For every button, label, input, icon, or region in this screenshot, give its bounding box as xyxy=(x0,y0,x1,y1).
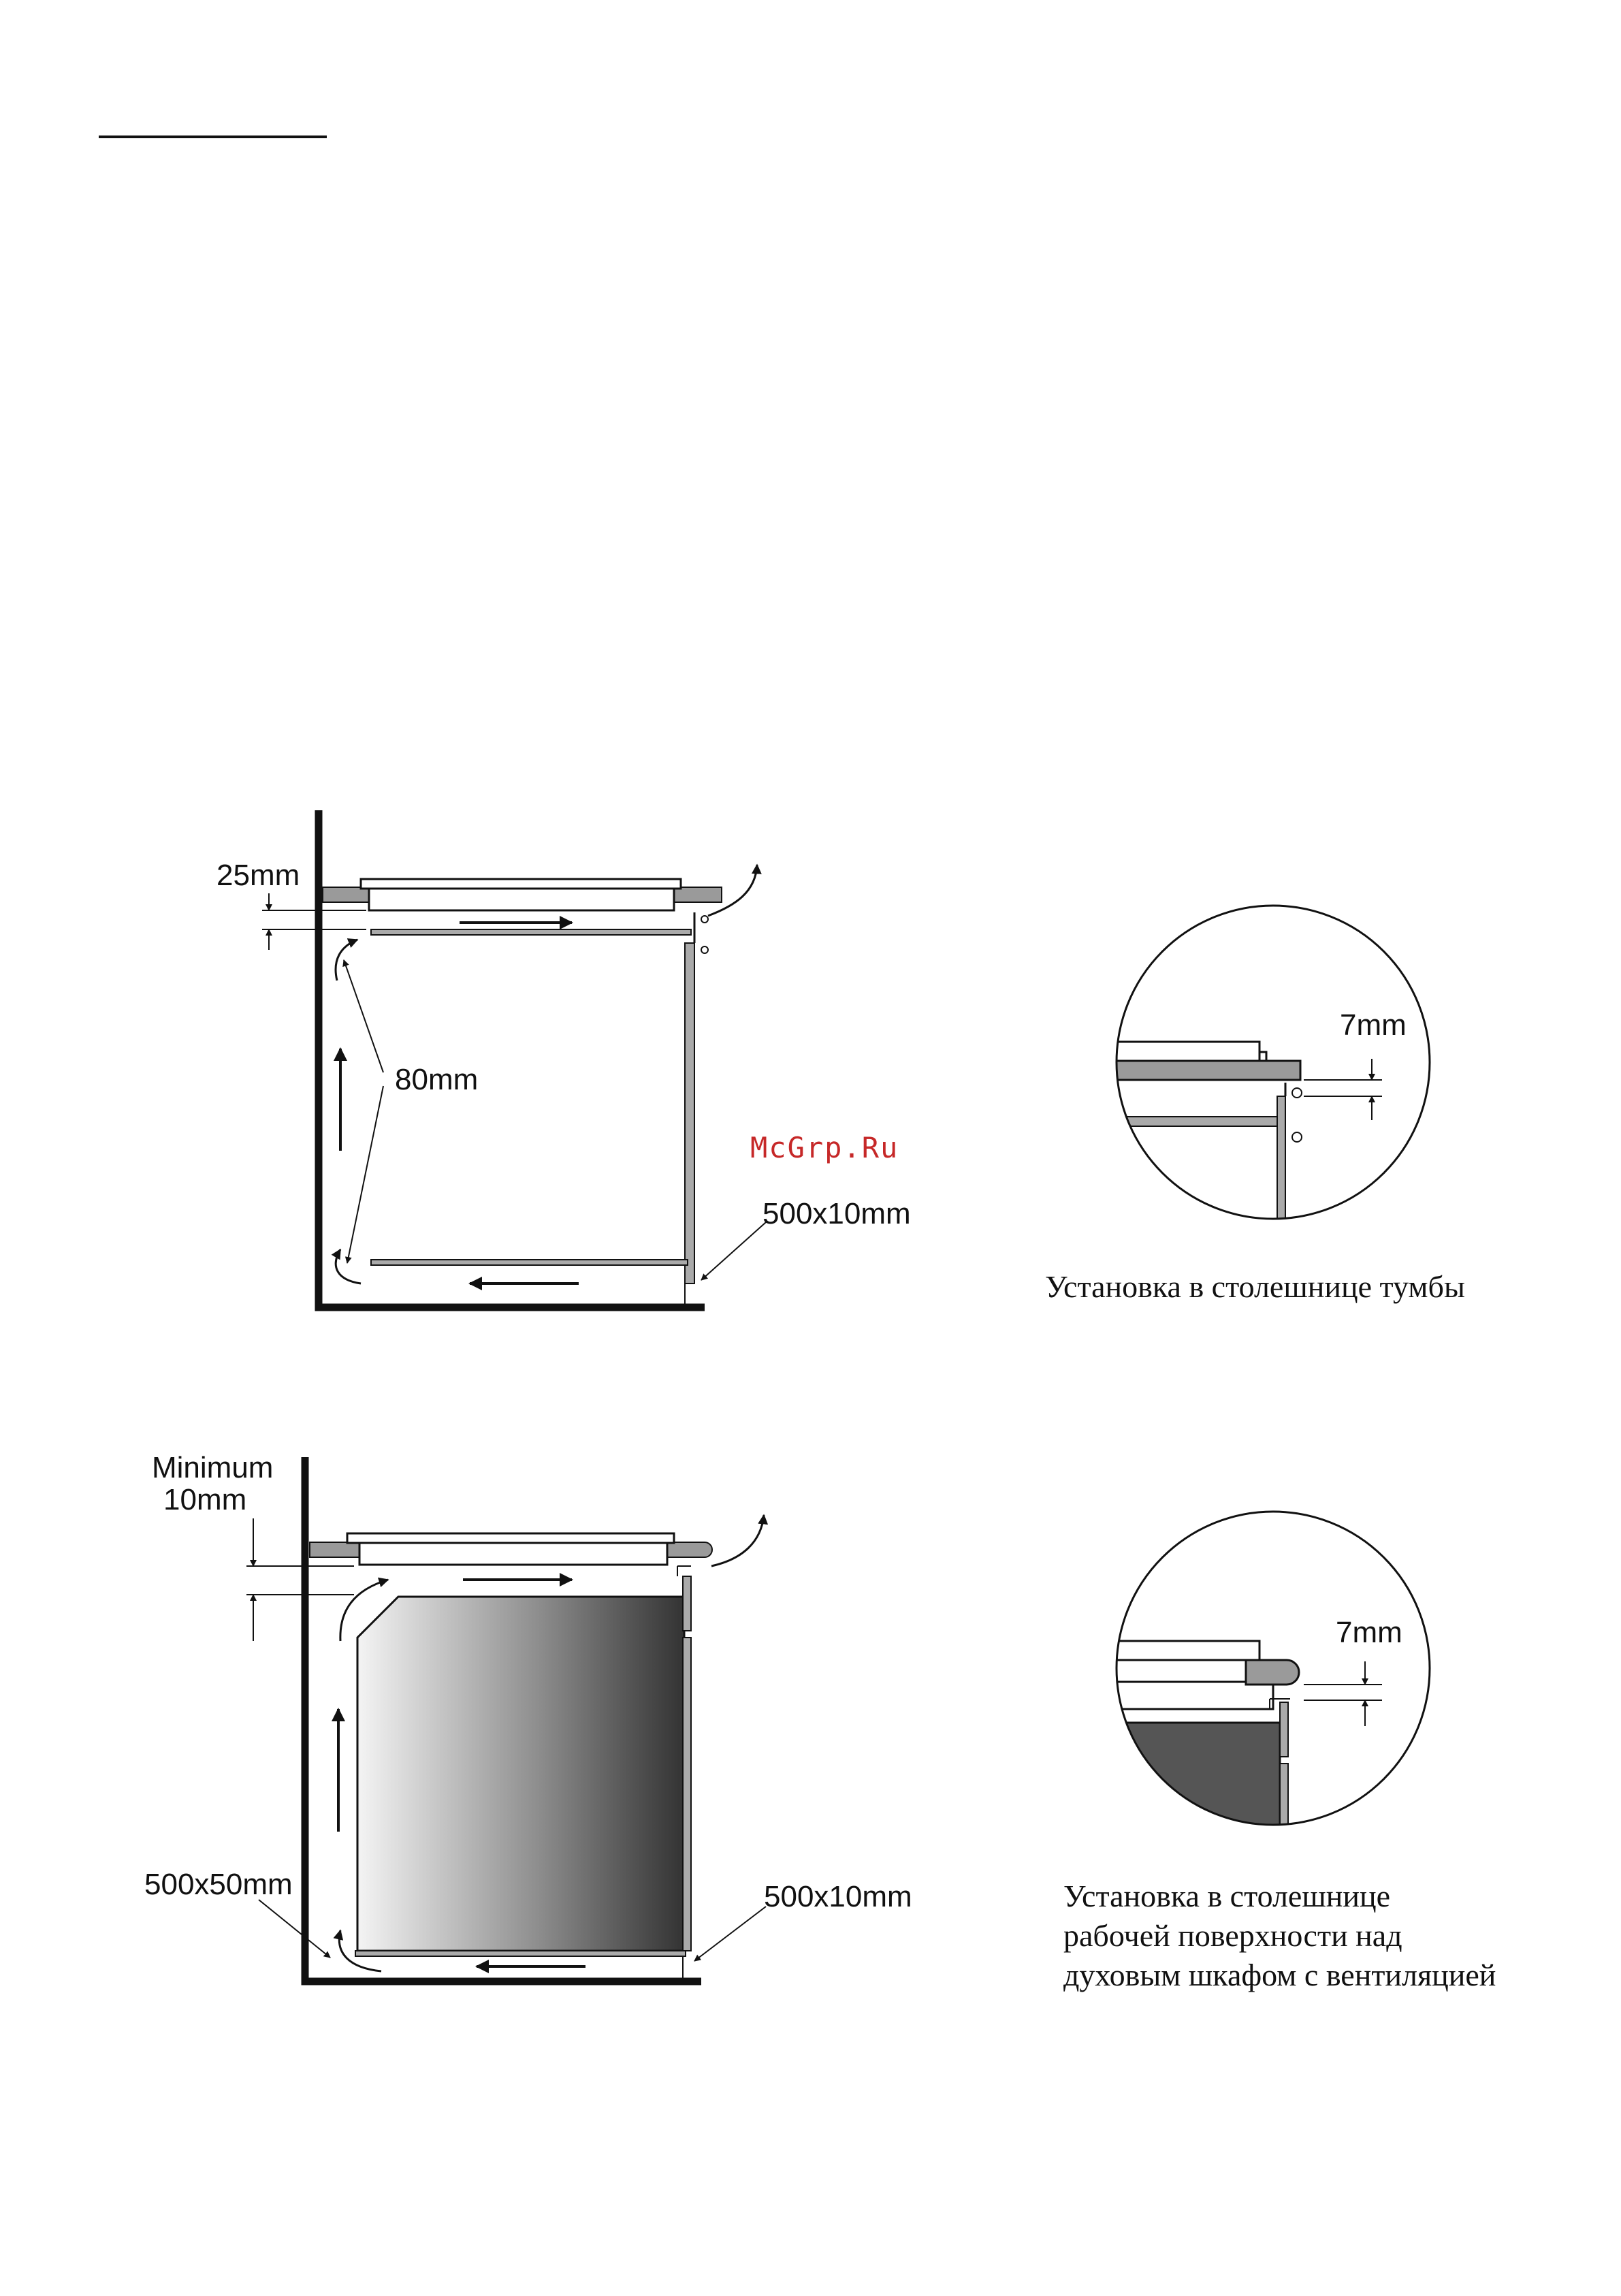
top-detail-zoom xyxy=(1045,906,1465,1304)
hob-glass xyxy=(347,1533,674,1543)
cabinet-front-lower xyxy=(683,1638,691,1951)
bottom-panel xyxy=(355,1951,686,1956)
dimension-500x50mm-label: 500x50mm xyxy=(144,1868,293,1901)
hob-body xyxy=(359,1543,667,1565)
oven-body xyxy=(357,1597,684,1951)
dimension-80mm-label: 80mm xyxy=(395,1063,479,1096)
bottom-detail-caption-line2: рабочей поверхности над xyxy=(1063,1918,1402,1953)
airflow-arrow-exit xyxy=(711,1515,764,1566)
detail-7mm-label: 7mm xyxy=(1336,1616,1402,1649)
dimension-10mm-label: 10mm xyxy=(163,1483,247,1516)
worktop-right-rounded xyxy=(664,1542,712,1557)
watermark: McGrp.Ru xyxy=(750,1131,899,1164)
dimension-minimum-label: Minimum xyxy=(152,1451,274,1484)
dimension-500x10mm-label: 500x10mm xyxy=(763,1197,911,1230)
dimension-500x10mm-label: 500x10mm xyxy=(764,1880,912,1913)
cabinet-front xyxy=(685,943,694,1283)
hob-body xyxy=(369,889,674,910)
detail-7mm-label: 7mm xyxy=(1340,1008,1407,1042)
cabinet-front-upper xyxy=(683,1576,691,1631)
bottom-panel xyxy=(371,1260,688,1265)
top-detail-caption: Установка в столешнице тумбы xyxy=(1045,1269,1465,1304)
bottom-detail-caption-line3: духовым шкафом с вентиляцией xyxy=(1063,1958,1496,1992)
bottom-detail-zoom xyxy=(1063,1512,1496,1992)
fixing-screw xyxy=(701,916,708,923)
dimension-25mm-label: 25mm xyxy=(216,859,300,892)
shelf-top xyxy=(371,929,691,935)
top-cabinet-diagram xyxy=(216,810,911,1307)
oven-cabinet-diagram xyxy=(144,1451,912,1981)
bottom-detail-caption-line1: Установка в столешнице xyxy=(1063,1879,1391,1913)
hob-glass xyxy=(361,879,681,889)
worktop-left xyxy=(310,1542,361,1557)
